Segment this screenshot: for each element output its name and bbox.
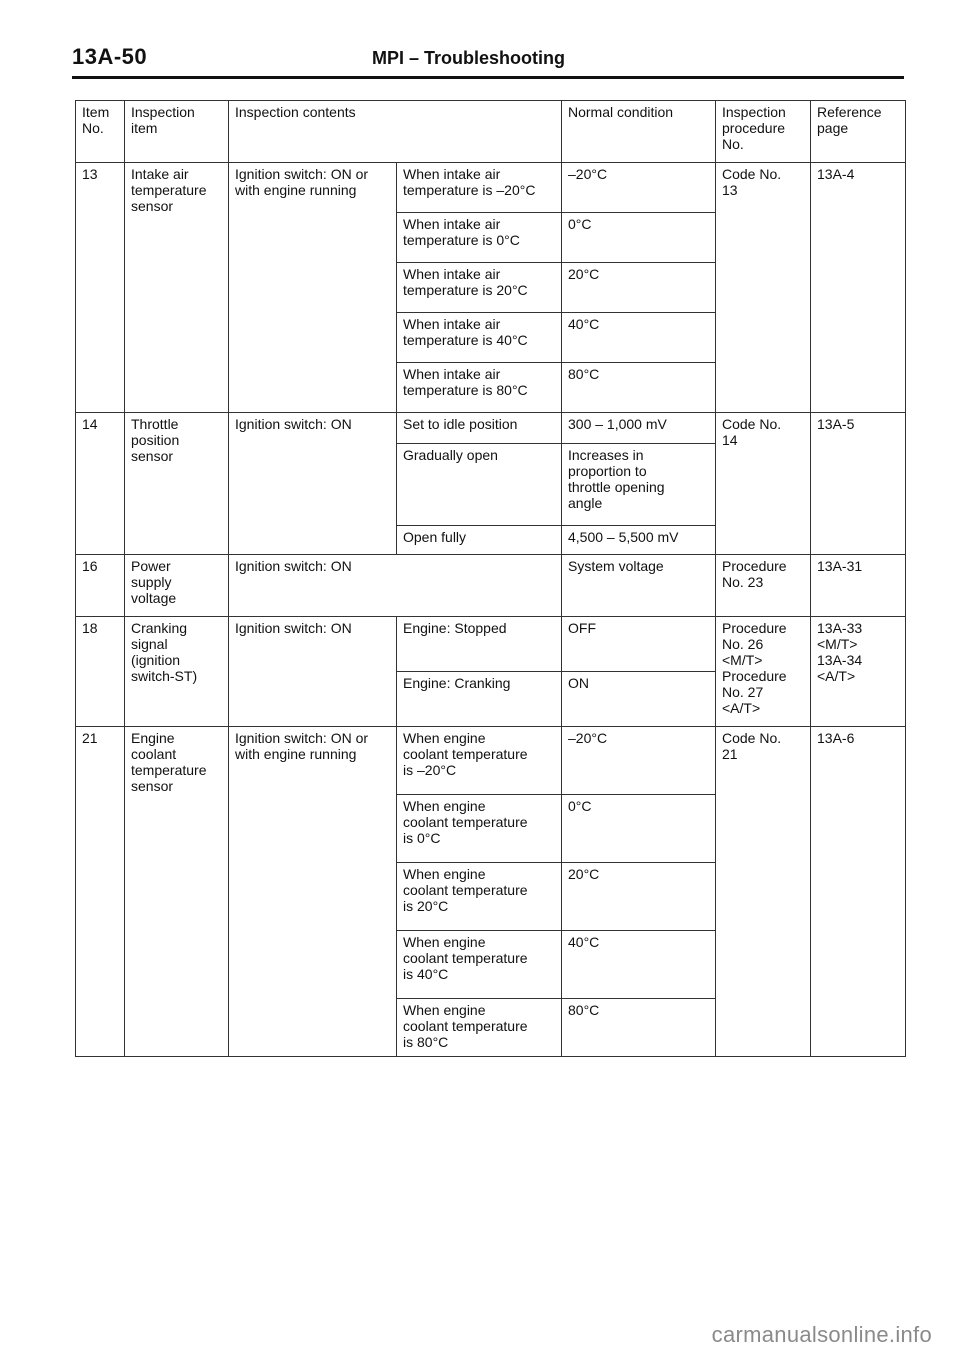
page-header	[72, 44, 904, 78]
reference-page: 13A-33 <M/T> 13A-34 <A/T>	[811, 617, 906, 727]
item-no: 18	[76, 617, 125, 727]
normal-condition: –20°C	[562, 727, 716, 795]
table-row	[76, 727, 906, 795]
header-reference-page: Reference page	[811, 101, 906, 163]
normal-condition: System voltage	[562, 555, 716, 617]
inspection-contents: Ignition switch: ON or with engine running	[229, 163, 397, 413]
inspection-contents: Ignition switch: ON	[229, 413, 397, 555]
procedure-no: Code No. 14	[716, 413, 811, 555]
item-no: 21	[76, 727, 125, 1057]
condition: When engine coolant temperature is 0°C	[397, 795, 562, 863]
header-inspection-item: Inspection item	[125, 101, 229, 163]
page-title: MPI – Troubleshooting	[372, 48, 565, 68]
condition: When intake air temperature is 80°C	[397, 363, 562, 413]
normal-condition: 20°C	[562, 863, 716, 931]
inspection-contents: Ignition switch: ON	[229, 555, 562, 617]
normal-condition: 300 – 1,000 mV	[562, 413, 716, 444]
reference-page: 13A-4	[811, 163, 906, 413]
reference-page: 13A-31	[811, 555, 906, 617]
normal-condition: 40°C	[562, 313, 716, 363]
procedure-no: Code No. 13	[716, 163, 811, 413]
table-row	[76, 413, 906, 444]
inspection-item: Throttle position sensor	[125, 413, 229, 555]
watermark: carmanualsonline.info	[711, 1322, 932, 1347]
item-no: 13	[76, 163, 125, 413]
normal-condition: –20°C	[562, 163, 716, 213]
page-number: 13A-50	[72, 44, 148, 69]
reference-page: 13A-5	[811, 413, 906, 555]
header-inspection-contents: Inspection contents	[229, 101, 562, 163]
header-normal-condition: Normal condition	[562, 101, 716, 163]
normal-condition: 0°C	[562, 213, 716, 263]
reference-page: 13A-6	[811, 727, 906, 1057]
condition: Engine: Cranking	[397, 672, 562, 727]
inspection-contents: Ignition switch: ON or with engine running	[229, 727, 397, 1057]
condition: Set to idle position	[397, 413, 562, 444]
condition: Open fully	[397, 526, 562, 555]
inspection-item: Cranking signal (ignition switch-ST)	[125, 617, 229, 727]
inspection-item: Engine coolant temperature sensor	[125, 727, 229, 1057]
normal-condition: 0°C	[562, 795, 716, 863]
condition: When intake air temperature is –20°C	[397, 163, 562, 213]
condition: When intake air temperature is 40°C	[397, 313, 562, 363]
procedure-no: Procedure No. 26 <M/T> Procedure No. 27 <A/T>	[716, 617, 811, 727]
inspection-contents: Ignition switch: ON	[229, 617, 397, 727]
table-row	[76, 617, 906, 672]
table-row	[76, 163, 906, 213]
normal-condition: 80°C	[562, 999, 716, 1057]
header-item-no: Item No.	[76, 101, 125, 163]
table-row	[76, 555, 906, 617]
condition: When intake air temperature is 20°C	[397, 263, 562, 313]
inspection-table	[75, 100, 906, 1057]
condition: Gradually open	[397, 444, 562, 526]
inspection-item: Power supply voltage	[125, 555, 229, 617]
table-header-row	[76, 101, 906, 163]
header-procedure-no: Inspection procedure No.	[716, 101, 811, 163]
normal-condition: OFF	[562, 617, 716, 672]
condition: When engine coolant temperature is 20°C	[397, 863, 562, 931]
normal-condition: ON	[562, 672, 716, 727]
condition: Engine: Stopped	[397, 617, 562, 672]
item-no: 16	[76, 555, 125, 617]
normal-condition: Increases in proportion to throttle opening angle	[562, 444, 716, 526]
normal-condition: 80°C	[562, 363, 716, 413]
condition: When intake air temperature is 0°C	[397, 213, 562, 263]
procedure-no: Code No. 21	[716, 727, 811, 1057]
condition: When engine coolant temperature is 40°C	[397, 931, 562, 999]
condition: When engine coolant temperature is –20°C	[397, 727, 562, 795]
item-no: 14	[76, 413, 125, 555]
normal-condition: 4,500 – 5,500 mV	[562, 526, 716, 555]
normal-condition: 40°C	[562, 931, 716, 999]
procedure-no: Procedure No. 23	[716, 555, 811, 617]
inspection-item: Intake air temperature sensor	[125, 163, 229, 413]
condition: When engine coolant temperature is 80°C	[397, 999, 562, 1057]
header-rule	[72, 76, 904, 79]
normal-condition: 20°C	[562, 263, 716, 313]
